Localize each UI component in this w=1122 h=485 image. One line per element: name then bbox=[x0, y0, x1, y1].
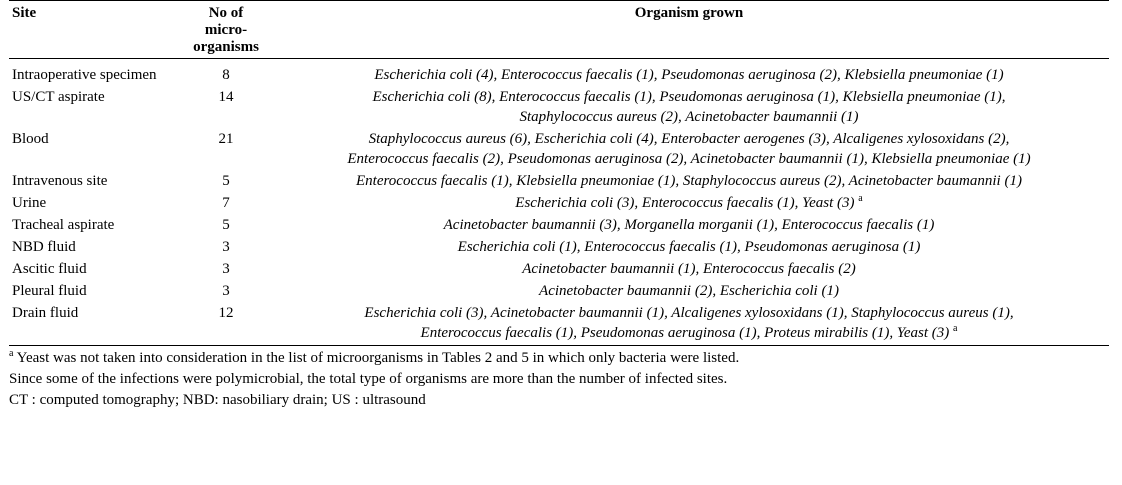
header-count-line2: micro- bbox=[204, 22, 248, 38]
cell-site: Blood bbox=[12, 131, 49, 147]
organism-line bbox=[272, 237, 1106, 257]
organism-line bbox=[272, 87, 1106, 107]
organism-text: Escherichia coli (1), Enterococcus faecalis (1), Pseudomonas aeruginosa (1) bbox=[457, 239, 921, 255]
organism-text: Acinetobacter baumannii (2), Escherichia coli (1) bbox=[539, 283, 839, 299]
table-row bbox=[9, 279, 1109, 301]
table-header-row bbox=[9, 1, 1109, 59]
organism-text: Staphylococcus aureus (2), Acinetobacter baumannii (1) bbox=[519, 109, 859, 125]
organism-table bbox=[9, 0, 1109, 346]
organism-text: Enterococcus faecalis (1), Klebsiella pneumoniae (1), Staphylococcus aureus (2), Acinetobacter baumannii (1) bbox=[356, 173, 1022, 189]
cell-count: 3 bbox=[222, 239, 230, 255]
cell-organisms bbox=[269, 191, 1109, 213]
cell-site: US/CT aspirate bbox=[12, 89, 105, 105]
table-row bbox=[9, 235, 1109, 257]
table-body bbox=[9, 59, 1109, 346]
organism-line bbox=[272, 149, 1106, 169]
cell-count: 3 bbox=[222, 283, 230, 299]
cell-count: 14 bbox=[218, 89, 234, 105]
cell-count: 5 bbox=[222, 217, 230, 233]
organism-text: Escherichia coli (4), Enterococcus faecalis (1), Pseudomonas aeruginosa (2), Klebsiella pneumoniae (1) bbox=[374, 67, 1004, 83]
header-count-line3: organisms bbox=[193, 39, 259, 55]
organism-text: Acinetobacter baumannii (1), Enterococcus faecalis (2) bbox=[522, 261, 856, 277]
cell-organisms bbox=[269, 279, 1109, 301]
cell-organisms bbox=[269, 85, 1109, 127]
table-row bbox=[9, 85, 1109, 127]
footnotes bbox=[9, 348, 1109, 411]
cell-organisms bbox=[269, 301, 1109, 346]
header-count-line1: No of bbox=[208, 5, 244, 21]
cell-site: Tracheal aspirate bbox=[12, 217, 115, 233]
table-row bbox=[9, 213, 1109, 235]
organism-line bbox=[272, 107, 1106, 127]
table-row bbox=[9, 59, 1109, 86]
table-row bbox=[9, 257, 1109, 279]
organism-text: Escherichia coli (8), Enterococcus faecalis (1), Pseudomonas aeruginosa (1), Klebsiella pneumoniae (1), bbox=[372, 89, 1006, 105]
organism-line bbox=[272, 215, 1106, 235]
cell-count: 5 bbox=[222, 173, 230, 189]
header-count bbox=[183, 1, 269, 59]
footnote-mark: a bbox=[9, 348, 14, 359]
footnote-polymicrobial: Since some of the infections were polymicrobial, the total type of organisms are more than the number of infected sites. bbox=[9, 371, 728, 387]
cell-organisms bbox=[269, 127, 1109, 169]
footnote-abbreviations: CT : computed tomography; NBD: nasobiliary drain; US : ultrasound bbox=[9, 392, 426, 408]
organism-text: Enterococcus faecalis (1), Pseudomonas aeruginosa (1), Proteus mirabilis (1), Yeast (3) bbox=[420, 325, 950, 341]
cell-count: 12 bbox=[183, 301, 269, 346]
organism-text: Enterococcus faecalis (2), Pseudomonas aeruginosa (2), Acinetobacter baumannii (1), Klebsiella pneumoniae (1) bbox=[347, 151, 1031, 167]
footnote-yeast-text: Yeast was not taken into consideration in the list of microorganisms in Tables 2 and 5 in which only bacteria were listed. bbox=[13, 350, 740, 366]
organism-text: Escherichia coli (3), Enterococcus faecalis (1), Yeast (3) bbox=[515, 195, 855, 211]
table-row bbox=[9, 127, 1109, 169]
cell-site: Urine bbox=[12, 195, 47, 211]
cell-site: Intravenous site bbox=[12, 173, 108, 189]
cell-count: 8 bbox=[222, 67, 230, 83]
organism-line bbox=[272, 259, 1106, 279]
organism-text: Acinetobacter baumannii (3), Morganella morganii (1), Enterococcus faecalis (1) bbox=[443, 217, 935, 233]
cell-organisms bbox=[269, 235, 1109, 257]
header-organism: Organism grown bbox=[269, 1, 1109, 59]
cell-site: Intraoperative specimen bbox=[12, 67, 157, 83]
table-row bbox=[9, 301, 1109, 346]
cell-site: Pleural fluid bbox=[12, 283, 87, 299]
footnote-ref: a bbox=[858, 193, 863, 204]
table-row bbox=[9, 169, 1109, 191]
cell-organisms bbox=[269, 213, 1109, 235]
cell-count: 21 bbox=[218, 131, 234, 147]
table-container bbox=[9, 0, 1109, 411]
cell-organisms bbox=[269, 59, 1109, 86]
cell-site: Ascitic fluid bbox=[12, 261, 87, 277]
header-site: Site bbox=[9, 1, 183, 59]
cell-organisms bbox=[269, 257, 1109, 279]
organism-line bbox=[272, 303, 1106, 323]
organism-text: Staphylococcus aureus (6), Escherichia coli (4), Enterobacter aerogenes (3), Alcaligenes xylosoxidans (2), bbox=[368, 131, 1010, 147]
organism-text: Escherichia coli (3), Acinetobacter baumannii (1), Alcaligenes xylosoxidans (1), Staphylococcus aureus (1), bbox=[364, 305, 1014, 321]
organism-line bbox=[272, 65, 1106, 85]
cell-count: 7 bbox=[222, 195, 230, 211]
organism-line bbox=[272, 171, 1106, 191]
footnote-yeast bbox=[9, 348, 1109, 369]
organism-line bbox=[272, 129, 1106, 149]
organism-line bbox=[272, 193, 1106, 213]
cell-site: NBD fluid bbox=[12, 239, 76, 255]
cell-organisms bbox=[269, 169, 1109, 191]
cell-site: Drain fluid bbox=[9, 301, 183, 346]
organism-line bbox=[272, 323, 1106, 343]
organism-line bbox=[272, 281, 1106, 301]
cell-count: 3 bbox=[222, 261, 230, 277]
footnote-ref: a bbox=[952, 323, 958, 334]
table-row bbox=[9, 191, 1109, 213]
